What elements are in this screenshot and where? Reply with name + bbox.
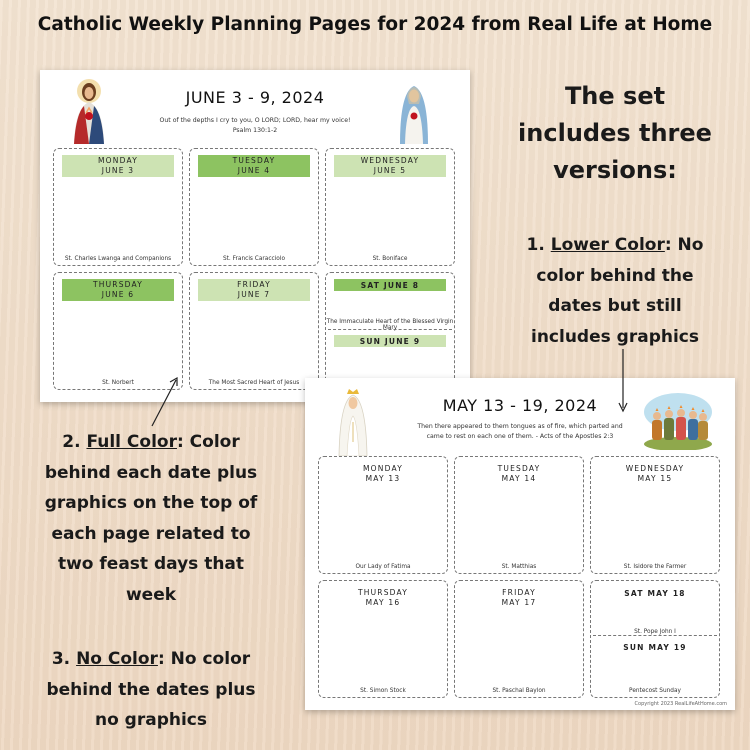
feast-label: St. Norbert (102, 380, 134, 386)
arrow-icon (616, 348, 630, 414)
version-1-label: Lower Color (550, 235, 665, 255)
day-box-wednesday[interactable] (325, 148, 455, 266)
set-info-line: includes three (518, 119, 712, 147)
set-info (490, 78, 740, 189)
date-header: THURSDAY JUNE 6 (62, 279, 174, 301)
date-header: FRIDAY MAY 17 (501, 588, 537, 607)
feast-label-saturday: The Immaculate Heart of the Blessed Virgin Mary (326, 319, 454, 331)
day-box-thursday[interactable] (53, 272, 183, 390)
page-title: JUNE 3 - 9, 2024 (185, 88, 325, 107)
day-box-tuesday[interactable] (454, 456, 584, 574)
day-box-friday[interactable] (189, 272, 319, 390)
version-2-label: Full Color (86, 432, 177, 452)
version-1-description: 1. Lower Color: No color behind the dates but still includes graphics (526, 235, 704, 347)
date-header-sunday: SUN JUNE 9 (334, 335, 446, 347)
date-header: MONDAY MAY 13 (363, 464, 403, 483)
feast-label: The Most Sacred Heart of Jesus (208, 380, 300, 386)
set-info-line: The set (564, 82, 666, 110)
date-header-sunday: SUN MAY 19 (623, 643, 687, 652)
planner-page-may (305, 378, 735, 710)
day-box-monday[interactable] (53, 148, 183, 266)
day-box-thursday[interactable] (318, 580, 448, 698)
date-header: MONDAY JUNE 3 (62, 155, 174, 177)
planner-page-june (40, 70, 470, 402)
date-header-saturday: SAT JUNE 8 (334, 279, 446, 291)
set-info-line: versions: (553, 156, 677, 184)
feast-label: St. Paschal Baylon (492, 688, 546, 694)
weekend-divider (328, 329, 452, 330)
date-header: TUESDAY JUNE 4 (198, 155, 310, 177)
day-box-friday[interactable] (454, 580, 584, 698)
feast-label: St. Francis Caracciolo (222, 256, 286, 262)
verse-line-2: came to rest on each one of them. - Acts of the Apostles 2:3 (426, 433, 614, 440)
feast-label: St. Matthias (501, 564, 537, 570)
feast-label: St. Charles Lwanga and Companions (64, 256, 172, 262)
day-box-weekend[interactable] (590, 580, 720, 698)
weekend-divider (593, 635, 717, 636)
copyright-text: Copyright 2023 RealLifeAtHome.com (634, 701, 727, 707)
version-2-description: 2. Full Color: Color behind each date plus graphics on the top of each page related to two feast days that week (44, 432, 258, 605)
verse-line: Then there appeared to them tongues as of fire, which parted and (417, 423, 623, 430)
headline: Catholic Weekly Planning Pages for 2024 from Real Life at Home (37, 14, 713, 35)
date-header: THURSDAY MAY 16 (357, 588, 409, 607)
arrow-icon (150, 376, 180, 428)
date-header: WEDNESDAY JUNE 5 (334, 155, 446, 177)
day-box-weekend[interactable] (325, 272, 455, 390)
date-header: FRIDAY JUNE 7 (198, 279, 310, 301)
feast-label: Our Lady of Fatima (355, 564, 411, 570)
day-box-tuesday[interactable] (189, 148, 319, 266)
date-header: WEDNESDAY MAY 15 (625, 464, 685, 483)
verse-line: Out of the depths I cry to you, O LORD; LORD, hear my voice! (159, 117, 351, 124)
version-3-description: 3. No Color: No color behind the dates plus no graphics (46, 649, 256, 730)
day-box-monday[interactable] (318, 456, 448, 574)
date-header-saturday: SAT MAY 18 (624, 589, 686, 598)
version-3-label: No Color (76, 649, 158, 669)
page-title: MAY 13 - 19, 2024 (442, 396, 598, 415)
verse-reference: Psalm 130:1-2 (232, 127, 278, 134)
date-header: TUESDAY MAY 14 (497, 464, 541, 483)
day-box-wednesday[interactable] (590, 456, 720, 574)
feast-label: St. Simon Stock (360, 688, 406, 694)
feast-label-saturday: St. Pope John I (634, 629, 676, 635)
feast-label: St. Boniface (372, 256, 408, 262)
feast-label: St. Isidore the Farmer (623, 564, 687, 570)
feast-label-sunday: Pentecost Sunday (629, 688, 681, 694)
